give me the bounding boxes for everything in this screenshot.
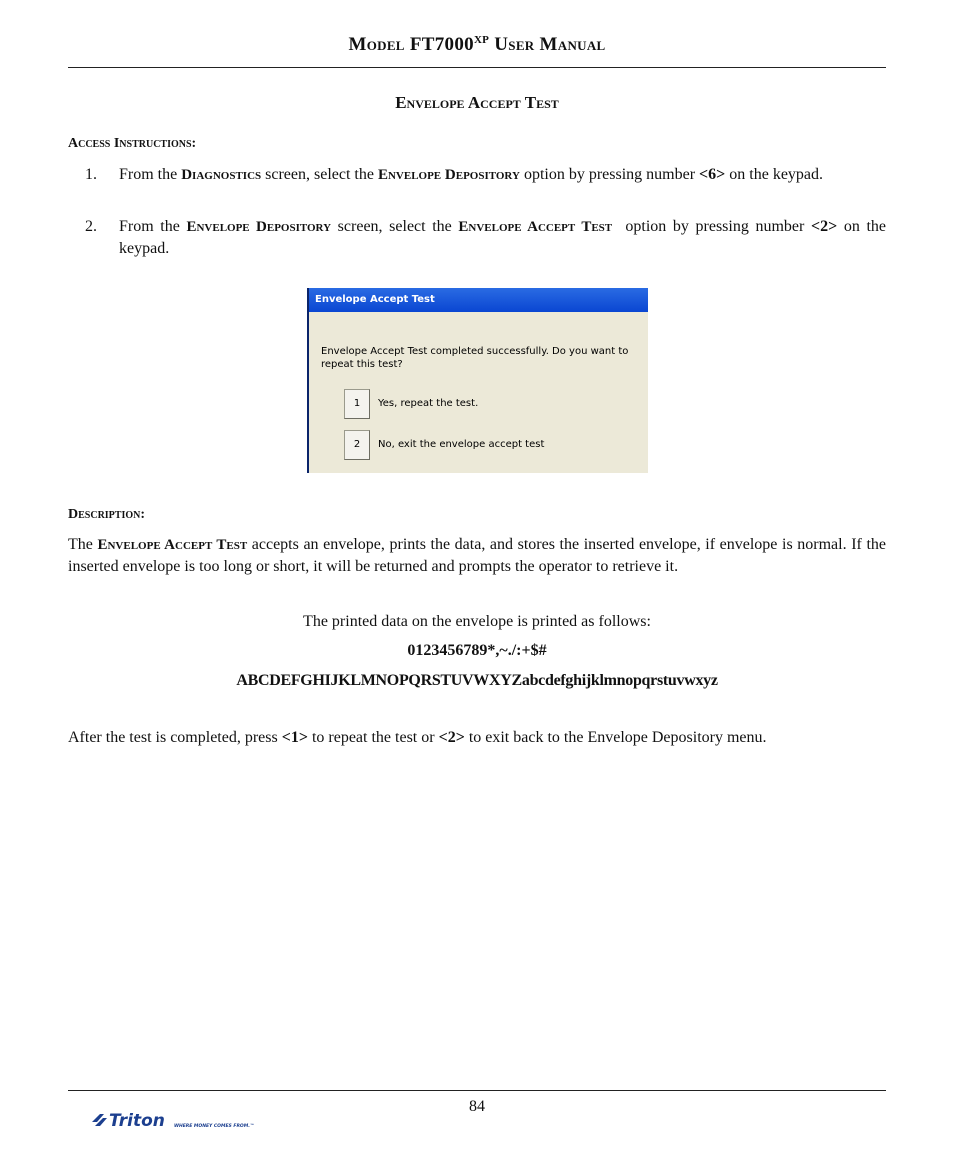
- step-keyword: Envelope Accept Test: [458, 219, 613, 235]
- access-heading: Access Instructions:: [68, 136, 197, 151]
- step-keyword: Diagnostics: [181, 167, 262, 183]
- header-model: Model: [348, 34, 405, 55]
- after-key: <2>: [438, 729, 465, 746]
- triton-logo: [90, 1108, 260, 1132]
- option-1-label: Yes, repeat the test.: [378, 398, 479, 409]
- after-text: to exit back to the Envelope Depository menu.: [464, 729, 767, 746]
- step-number: 2.: [85, 218, 97, 235]
- step-key: <6>: [699, 166, 726, 183]
- step-text: screen, select the: [331, 218, 459, 235]
- printed-line-2: ABCDEFGHIJKLMNOPQRSTUVWXYZabcdefghijklmnopqrstuvwxyz: [236, 672, 718, 689]
- logo-tagline: WHERE MONEY COMES FROM.™: [174, 1124, 255, 1129]
- envelope-accept-test-dialog: [307, 288, 648, 473]
- description-text: The: [68, 536, 98, 553]
- after-key: <1>: [281, 729, 308, 746]
- printed-intro: The printed data on the envelope is printed as follows:: [303, 613, 651, 630]
- header-model-number: FT7000: [409, 34, 474, 55]
- step-text: screen, select the: [261, 166, 378, 183]
- triton-logo-icon: [90, 1108, 260, 1132]
- step-keyword: Envelope Depository: [186, 219, 332, 235]
- description-text: accepts an envelope, prints the data, and stores the inserted envelope, if envelope is normal. If the inserted envelope is too long or short, it will be returned and prompts the operator to retrieve it.: [68, 536, 886, 575]
- step-text: From the: [119, 166, 182, 183]
- page-header-title: [68, 34, 886, 56]
- step-text: option by pressing number: [612, 218, 811, 235]
- option-2-button[interactable]: 2: [344, 430, 370, 460]
- description-keyword: Envelope Accept Test: [97, 537, 248, 553]
- dialog-message: Envelope Accept Test completed successfully. Do you want to repeat this test?: [321, 346, 629, 370]
- printed-line-1: 0123456789*,~./:+$#: [407, 642, 547, 659]
- footer-rule: [68, 1090, 886, 1091]
- header-manual: User Manual: [494, 34, 606, 55]
- page-number: 84: [469, 1098, 485, 1115]
- step-text: on the keypad.: [119, 218, 887, 257]
- access-step-2: [85, 216, 886, 260]
- description-heading: Description:: [68, 507, 146, 522]
- access-step-1: [85, 164, 886, 186]
- after-text: to repeat the test or: [307, 729, 439, 746]
- option-2-label: No, exit the envelope accept test: [378, 439, 545, 450]
- dialog-titlebar: Envelope Accept Test: [309, 288, 648, 312]
- step-text: on the keypad.: [725, 166, 824, 183]
- option-1-button[interactable]: 1: [344, 389, 370, 419]
- header-superscript: XP: [473, 34, 490, 46]
- step-keyword: Envelope Depository: [377, 167, 520, 183]
- header-rule: [68, 67, 886, 68]
- after-text: After the test is completed, press: [68, 729, 282, 746]
- logo-wordmark: Triton: [109, 1111, 165, 1131]
- step-text: From the: [119, 218, 187, 235]
- step-key: <2>: [810, 218, 838, 235]
- step-text: option by pressing number: [519, 166, 700, 183]
- step-number: 1.: [85, 166, 97, 183]
- after-paragraph: [68, 727, 886, 749]
- description-paragraph: [68, 534, 886, 578]
- section-title: Envelope Accept Test: [395, 93, 559, 112]
